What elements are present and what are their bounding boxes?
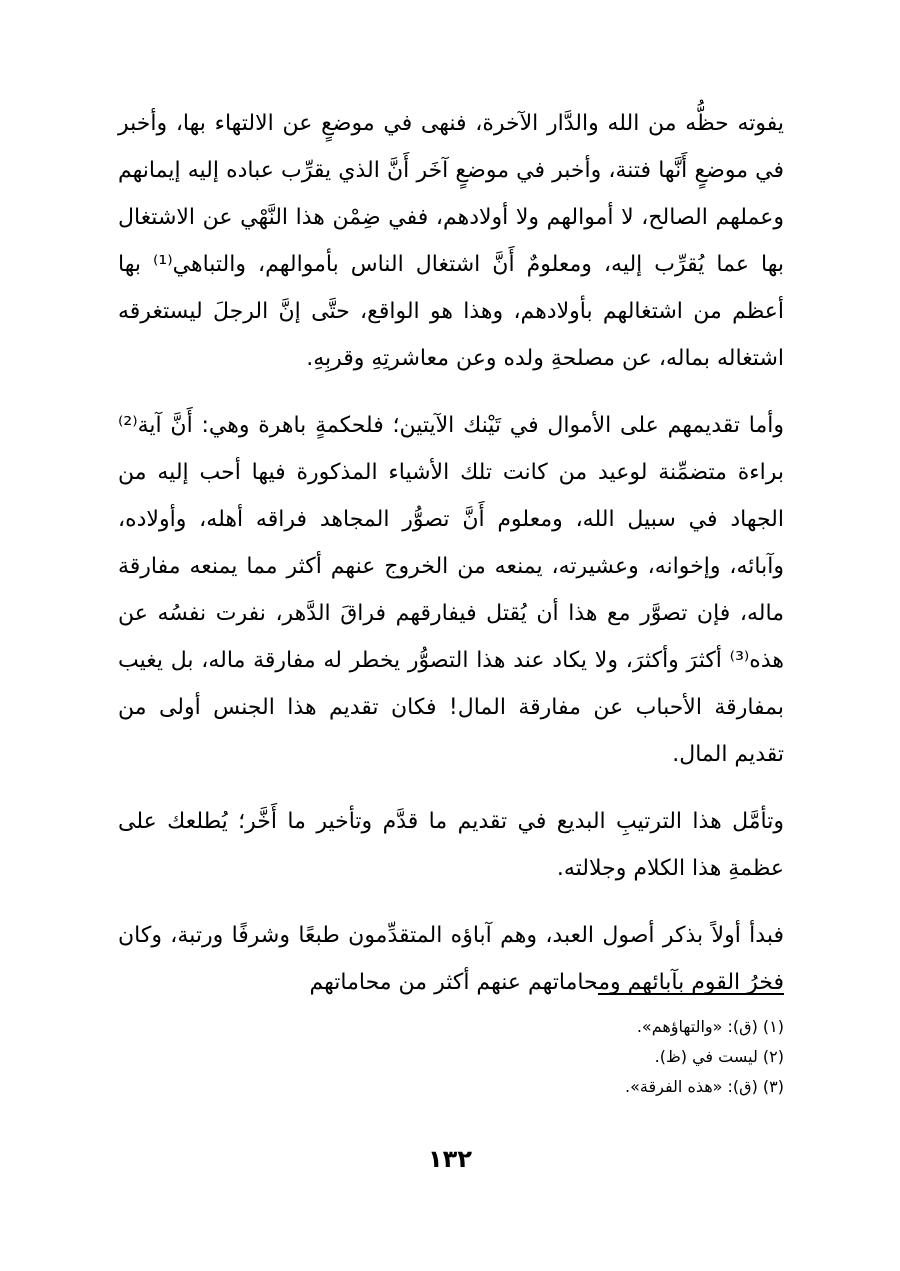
footnote-2: (٢) ليست في (ظ). (654, 1047, 784, 1066)
footnote-separator (598, 993, 784, 995)
footnotes-list (470, 1012, 784, 1102)
paragraph-1: يفوته حظُّه من الله والدَّار الآخرة، فنهى في موضعٍ عن الالتهاء بها، وأخبر في موضعٍ أَنَّها فتنة، وأخبر في موضعٍ آخَر أَنَّ الذي يقرِّب عباده إليه إيمانهم وعملهم الصالح، لا أموالهم ولا أولادهم، ففي ضِمْن هذا النَّهْي عن الاشتغال بها عما يُقرِّب إليه، ومعلومٌ أَنَّ اشتغال الناس بأموالهم، والتباهي⁽¹⁾ بها أعظم من اشتغالهم بأولادهم، وهذا هو الواقع، حتَّى إنَّ الرجلَ ليستغرقه اشتغاله بماله، عن مصلحةِ ولده وعن معاشرتِهِ وقربِهِ. (118, 111, 784, 371)
page-number: ١٣٢ (428, 1145, 472, 1173)
main-text (118, 100, 784, 1026)
footnote-3: (٣) (ق): «هذه الفرقة». (625, 1077, 784, 1096)
paragraph-3: وتأمَّل هذا الترتيبِ البديع في تقديم ما قدَّم وتأخير ما أَخَّر؛ يُطلعك على عظمةِ هذا الكلام وجلالته. (118, 809, 784, 881)
footnote-1: (١) (ق): «والتهاؤهم». (636, 1017, 784, 1036)
paragraph-4: فبدأ أولاً بذكر أصول العبد، وهم آباؤه المتقدِّمون طبعًا وشرفًا ورتبة، وكان فخرُ القوم بآبائهم ومحاماتهم عنهم أكثر من محاماتهم (118, 923, 784, 995)
paragraph-2: وأما تقديمهم على الأموال في تَيْنك الآيتين؛ فلحكمةٍ باهرة وهي: أَنَّ آية⁽²⁾ براءة متضمِّنة لوعيد من كانت تلك الأشياء المذكورة فيها أحب إليه من الجهاد في سبيل الله، ومعلوم أَنَّ تصوُّر المجاهد فراقه أهله، وأولاده، وآبائه، وإخوانه، وعشيرته، يمنعه من الخروج عنهم أكثر مما يمنعه مفارقة ماله، فإن تصوَّر مع هذا أن يُقتل فيفارقهم فراقَ الدَّهر، نفرت نفسُه عن هذه⁽³⁾ أكثرَ وأكثرَ، ولا يكاد عند هذا التصوُّر يخطر له مفارقة ماله، بل يغيب بمفارقة الأحباب عن مفارقة المال! فكان تقديم هذا الجنس أولى من تقديم المال. (118, 413, 784, 767)
